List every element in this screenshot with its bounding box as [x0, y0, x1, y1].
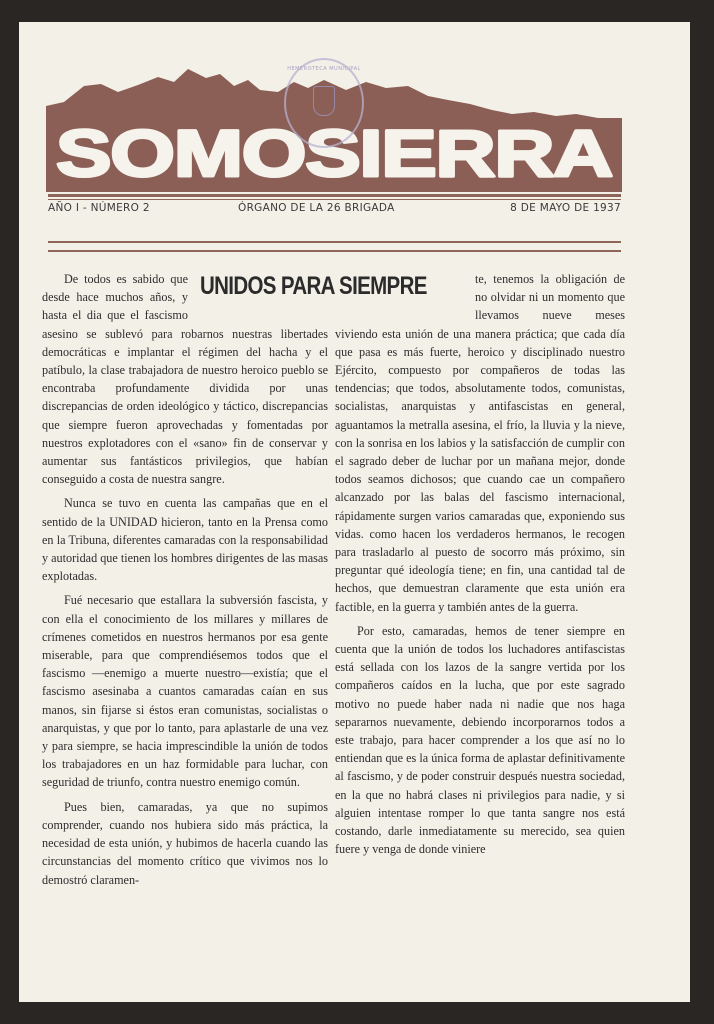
paragraph: De todos es sabido que desde hace muchos años, y hasta el dia que el fascismo asesino se sublevó para robarnos nuestras libertades democráticas e implantar el régimen del hacha y el patíbulo, la clase trabajadora de nuestro heroico pueblo se encontraba profundamente dividida por unas discrepancias de orden ideológico y táctico, discrepancias que siempre fueron aprovechadas y fomentadas por nuestros explotadores con el «sano» fin de conservar y aumentar sus fantásticos privilegios, que habían conseguido a costa de nuestra sangre. [42, 272, 328, 487]
issue-info-bar [48, 202, 621, 218]
paragraph: Pues bien, camaradas, ya que no supimos comprender, cuando nos hubiera sido más práctica, la necesidad de esta unión, y hubimos de hacerla cuando las circunstancias del momento crítico que vivimos nos lo demostró claramen- [42, 799, 328, 887]
library-stamp [284, 58, 364, 148]
issue-date: 8 DE MAYO DE 1937 [510, 202, 621, 214]
coat-of-arms-icon [313, 86, 335, 116]
paragraph: Fué necesario que estallara la subversión fascista, y con ella el conocimiento de los millares y millares de crímenes cometidos en nuestros hermanos por esa gente miserable, para que comprendiésemos todos que el fascismo —enemigo a muerte nuestro—existía; que el fascismo asesinaba a cuantos camaradas caían en sus manos, sin fijarse si éstos eran comunistas, socialistas o anarquistas, y que por lo tanto, para aplastarle de una vez y para siempre, se hacia imprescindible la unión de todos los trabajadores en un haz formidable para luchar, con seguridad de triunfo, contra nuestro enemigo común. [42, 593, 328, 790]
article-column-left [42, 270, 328, 889]
headline-spacer [335, 270, 475, 324]
headline-spacer [188, 270, 328, 324]
masthead-rule-top [48, 194, 621, 197]
info-rule-top [48, 241, 621, 243]
article-headline: UNIDOS PARA SIEMPRE [200, 272, 427, 300]
paragraph: Nunca se tuvo en cuenta las campañas que en el sentido de la UNIDAD hicieron, tanto en la Prensa como en la Tribuna, diferentes camaradas con la responsabilidad y autoridad que tienen los hombres dirigentes de las masas explotadas. [42, 496, 328, 584]
article-column-right [335, 270, 625, 859]
publication-organ: ÓRGANO DE LA 26 BRIGADA [238, 202, 395, 214]
issue-number: AÑO I - NÚMERO 2 [48, 202, 150, 214]
masthead [46, 52, 622, 200]
masthead-title: SOMOSIERRA [56, 116, 612, 190]
paragraph: te, tenemos la obligación de no olvidar ni un momento que llevamos nueve meses viviendo esta unión de una manera práctica; que cada día que pasa es más fuerte, heroico y disciplinado nuestro Ejército, compuesto por compañeros de todas las tendencias; que todos, absolutamente todos, comunistas, socialistas, anarquistas y antifascistas en general, aguantamos la metralla asesina, el frío, la lluvia y la nieve, con la sonrisa en los labios y la satisfacción de cumplir con el sagrado deber de luchar por un mañana mejor, donde todos seamos dichosos; que cuando cae un compañero alcanzado por las balas del fascismo internacional, rápidamente surgen varios camaradas que, exponiendo sus vidas. como hacen los verdaderos hermanos, le recogen para trasladarlo al puesto de socorro más próximo, sin preguntar qué ideología tiene; en fin, una cantidad tal de hechos, que demuestran claramente que esta unión era factible, en la guerra y también antes de la guerra. [335, 272, 625, 614]
paragraph: Por esto, camaradas, hemos de tener siempre en cuenta que la unión de todos los luchadores antifascistas está sellada con los lazos de la sangre vertida por los compañeros caídos en la lucha, que por este sagrado motivo no puede haber nada ni nadie que nos haga separarnos nuevamente, debiendo incorporarnos todos a este trabajo, para hacer comprender a los que así no lo entiendan que es la única forma de aplastar definitivamente al fascismo, y de poder construir después nuestra sociedad, en la que no habrá clases ni privilegios para nadie, y si alguien intentase romper lo que tanta sangre nos está costando, darle inmediatamente su merecido, sea quien fuere y venga de donde viniere [335, 623, 625, 857]
masthead-rule-thin [48, 199, 621, 200]
stamp-text: HEMEROTECA MUNICIPAL [287, 66, 361, 72]
info-rule-bottom [48, 250, 621, 252]
